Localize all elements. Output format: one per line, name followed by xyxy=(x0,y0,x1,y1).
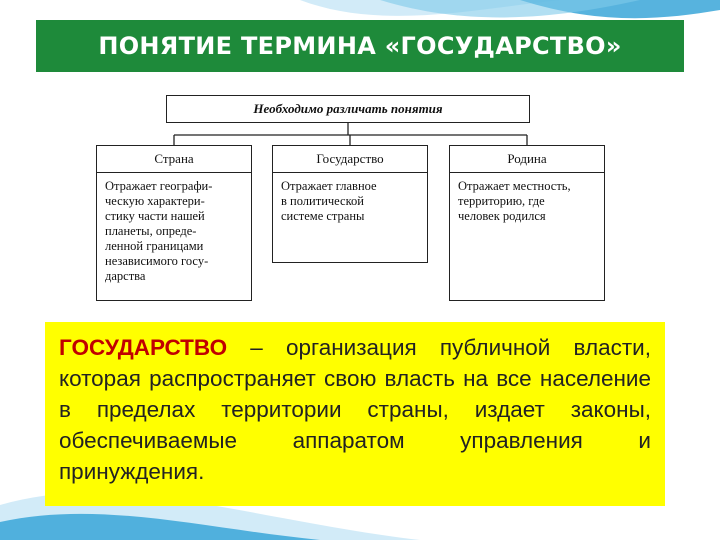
column-text: Отражает главное в политической системе страны xyxy=(272,173,428,263)
diagram-header: Необходимо различать понятия xyxy=(253,101,443,116)
slide-title: ПОНЯТИЕ ТЕРМИНА «ГОСУДАРСТВО» xyxy=(98,32,622,60)
column-heading: Родина xyxy=(449,145,605,173)
column-heading: Государство xyxy=(272,145,428,173)
column-country xyxy=(96,145,252,301)
column-state xyxy=(272,145,428,263)
diagram-header-box xyxy=(166,95,530,123)
definition-text: – организация публичной власти, которая распространяет свою власть на все население в пределах территории страны, издает законы, обеспечиваемые аппаратом управления и принуждения. xyxy=(59,335,651,484)
column-heading: Страна xyxy=(96,145,252,173)
column-text: Отражает географи- ческую характери- стику части нашей планеты, опреде- ленной границами независимого госу- дарства xyxy=(96,173,252,301)
column-homeland xyxy=(449,145,605,301)
definition-box xyxy=(45,322,665,506)
definition-term: ГОСУДАРСТВО xyxy=(59,335,228,360)
column-text: Отражает местность, территорию, где человек родился xyxy=(449,173,605,301)
